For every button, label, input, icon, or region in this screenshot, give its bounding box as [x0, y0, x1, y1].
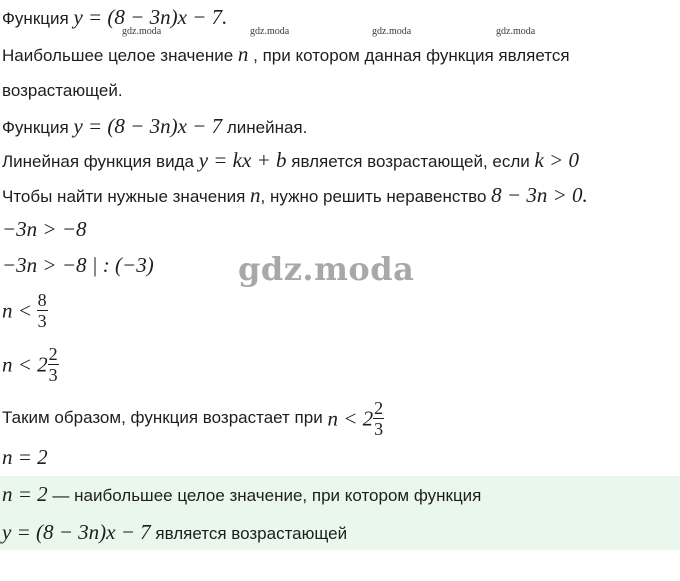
text: — наибольшее целое значение, при котором функция — [47, 486, 482, 505]
inequality: k > 0 — [534, 148, 580, 172]
text: Функция — [2, 118, 69, 137]
equation: y = (8 − 3n)x − 7 — [2, 520, 151, 544]
task-line-end — [2, 80, 123, 102]
denominator: 3 — [37, 311, 47, 332]
equation: n = 2 — [2, 445, 48, 469]
equation: y = kx + b — [198, 148, 287, 172]
inequality: n < 2 — [2, 352, 48, 377]
watermark-small: gdz.moda — [250, 26, 290, 37]
numerator: 2 — [374, 398, 384, 419]
equation: n = 2 — [2, 482, 48, 506]
equation: y = (8 − 3n)x − 7 — [73, 114, 223, 138]
step-divide — [2, 254, 154, 278]
fraction — [48, 344, 59, 385]
solution-line-linear — [2, 115, 307, 139]
text: Наибольшее целое значение — [2, 46, 234, 65]
inequality: n < 2 — [327, 406, 374, 431]
inequality: n < — [2, 298, 32, 323]
text: , нужно решить неравенство — [260, 187, 487, 206]
watermark-small: gdz.moda — [122, 26, 162, 37]
task-line — [2, 43, 570, 67]
text: является возрастающей, если — [291, 152, 530, 171]
denominator: 3 — [48, 365, 58, 386]
inequality: 8 − 3n > 0. — [491, 183, 588, 207]
equation: y = (8 − 3n)x − 7. — [73, 5, 228, 29]
text: Функция — [2, 9, 69, 28]
watermark-small: gdz.moda — [496, 26, 536, 37]
text: возрастающей. — [2, 81, 123, 100]
solution-line-function — [2, 6, 227, 30]
numerator: 8 — [37, 290, 47, 311]
text: , при котором данная функция является — [253, 46, 570, 65]
text: Линейная функция вида — [2, 152, 194, 171]
inequality: −3n > −8 — [2, 217, 87, 241]
watermark-logo: gdz.moda — [238, 250, 415, 288]
variable: n — [237, 42, 249, 66]
step-mixed — [2, 342, 59, 387]
step-inequality — [2, 218, 87, 242]
inequality: −3n > −8 | : (−3) — [2, 253, 154, 277]
text: Таким образом, функция возрастает при — [2, 408, 323, 427]
step-fraction — [2, 288, 48, 333]
variable: n — [250, 183, 261, 207]
numerator: 2 — [48, 344, 58, 365]
result-value — [2, 446, 48, 470]
fraction — [373, 398, 384, 439]
watermark-small: gdz.moda — [372, 26, 412, 37]
text: является возрастающей — [155, 524, 348, 543]
conclusion-line — [2, 396, 384, 441]
answer-line-1 — [2, 483, 481, 507]
solution-line-inequality — [2, 184, 588, 208]
denominator: 3 — [374, 419, 384, 440]
text: Чтобы найти нужные значения — [2, 187, 246, 206]
text: линейная. — [226, 118, 308, 137]
fraction — [37, 290, 48, 331]
solution-line-condition — [2, 149, 579, 173]
answer-line-2 — [2, 521, 347, 545]
